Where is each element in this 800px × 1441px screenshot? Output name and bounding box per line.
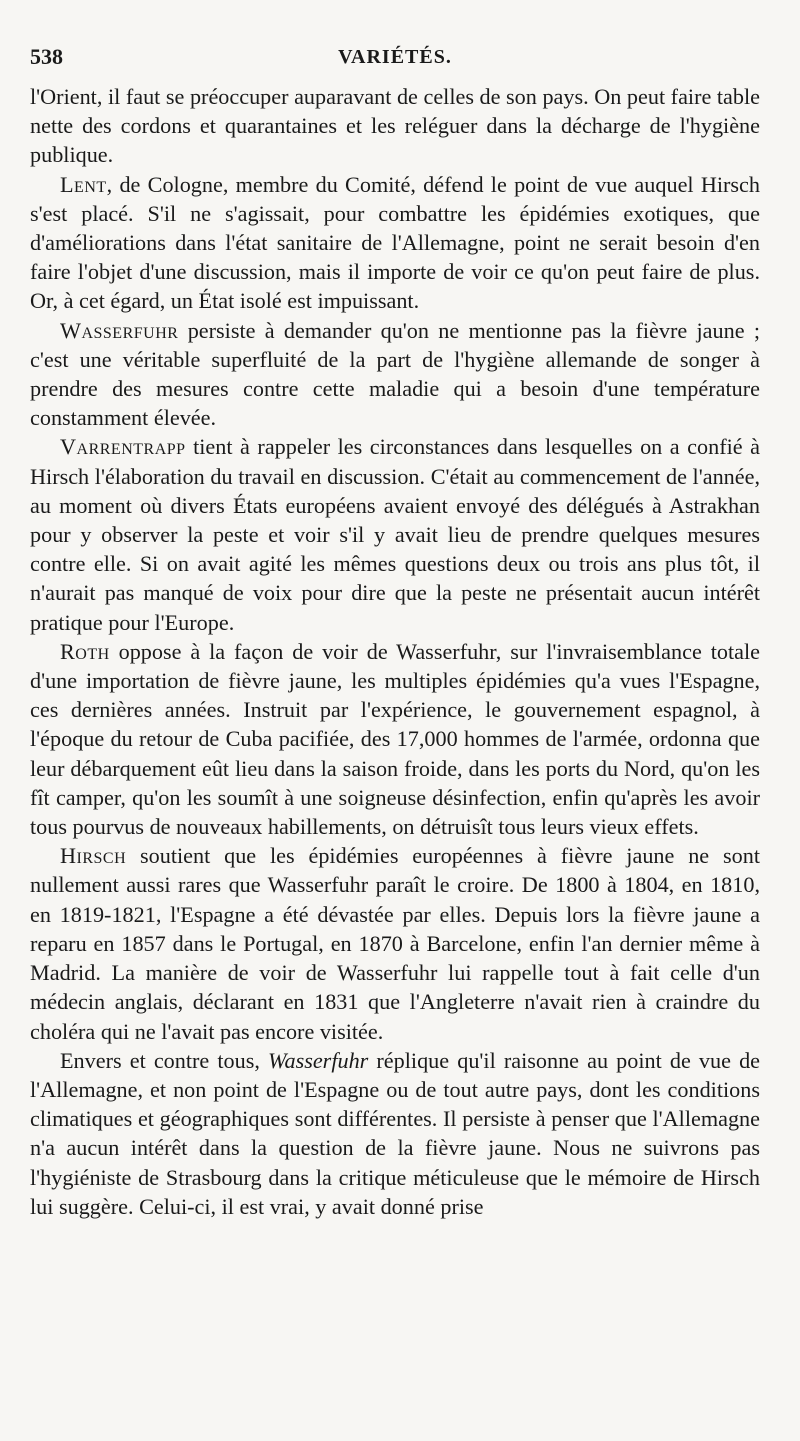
paragraph-text: oppose à la façon de voir de Wasserfuhr, sur l'invraisemblance totale d'une importation de fièvre jaune, les multiples épidémies qu'a vues l'Espagne, ces dernières années. Instruit par l'expérience, le gouvernement espagnol, à l'époque du retour de Cuba pacifiée, des 17,000 hommes de l'armée, ordonna que leur débarquement eût lieu dans la saison froide, dans les ports du Nord, qu'on les fît camper, qu'on les soumît à une soigneuse désinfection, enfin qu'après les avoir tous pourvus de nouveaux habillements, on détruisît tous leurs vieux effets. bbox=[30, 638, 760, 840]
speaker-name: Varrentrapp bbox=[60, 434, 186, 460]
page-number: 538 bbox=[30, 44, 63, 69]
page-header bbox=[30, 40, 760, 74]
paragraph bbox=[30, 82, 760, 170]
body-text bbox=[30, 82, 760, 1221]
paragraph bbox=[30, 316, 760, 433]
paragraph-text-rest: réplique qu'il raisonne au point de vue de l'Allemagne, et non point de l'Espagne ou de tout autre pays, dont les conditions climatiques et géographiques sont différentes. Il persiste à penser que l'Allemagne n'a aucun intérêt dans la question de la fièvre jaune. Nous ne suivrons pas l'hygiéniste de Strasbourg dans la critique méticuleuse que le mémoire de Hirsch lui suggère. Celui-ci, il est vrai, y avait donné prise bbox=[30, 1047, 761, 1219]
paragraph bbox=[30, 637, 760, 841]
paragraph-text: , de Cologne, membre du Comité, défend le point de vue auquel Hirsch s'est placé. S'il ne s'agissait, pour combattre les épidémies exotiques, que d'améliorations dans l'état sanitaire de l'Allemagne, point ne serait besoin d'en faire l'objet d'une discussion, mais il importe de voir ce qu'on peut faire de plus. Or, à cet égard, un État isolé est impuissant. bbox=[30, 171, 760, 314]
speaker-name: Lent bbox=[60, 171, 107, 197]
paragraph bbox=[30, 1046, 760, 1221]
running-title: VARIÉTÉS. bbox=[338, 46, 452, 68]
paragraph-text: tient à rappeler les circonstances dans lesquelles on a confié à Hirsch l'élaboration du travail en discussion. C'était au commencement de l'année, au moment où divers États européens avaient envoyé des délégués à Astrakhan pour y observer la peste et voir s'il y avait lieu de prendre quelques mesures contre elle. Si on avait agité les mêmes questions deux ou trois ans plus tôt, il n'aurait pas manqué de voix pour dire que la peste ne présentait aucun intérêt pratique pour l'Europe. bbox=[30, 434, 760, 635]
speaker-name: Hirsch bbox=[60, 843, 127, 869]
paragraph bbox=[30, 841, 760, 1045]
paragraph-text: Envers et contre tous, bbox=[60, 1047, 269, 1073]
paragraph-text: persiste à demander qu'on ne mentionne pas la fièvre jaune ; c'est une véritable superfluité de la part de l'hygiène allemande de songer à prendre des mesures contre cette maladie qui a besoin d'une température constamment élevée. bbox=[30, 317, 760, 431]
paragraph bbox=[30, 170, 760, 316]
paragraph bbox=[30, 432, 760, 636]
speaker-name: Roth bbox=[60, 638, 110, 664]
paragraph-text: soutient que les épidémies européennes à fièvre jaune ne sont nullement aussi rares que Wasserfuhr paraît le croire. De 1800 à 1804, en 1810, en 1819-1821, l'Espagne a été dévastée par elles. Depuis lors la fièvre jaune a reparu en 1857 dans le Portugal, en 1870 à Barcelone, enfin l'an dernier même à Madrid. La manière de voir de Wasserfuhr lui rappelle tout à fait celle d'un médecin anglais, déclarant en 1831 que l'Angleterre n'avait rien à craindre du choléra qui ne l'avait pas encore visitée. bbox=[30, 843, 760, 1044]
italic-name: Wasserfuhr bbox=[268, 1047, 369, 1073]
paragraph-text: l'Orient, il faut se préoccuper auparavant de celles de son pays. On peut faire table nette des cordons et quarantaines et les reléguer dans la décharge de l'hygiène publique. bbox=[30, 84, 760, 168]
speaker-name: Wasserfuhr bbox=[60, 317, 179, 343]
